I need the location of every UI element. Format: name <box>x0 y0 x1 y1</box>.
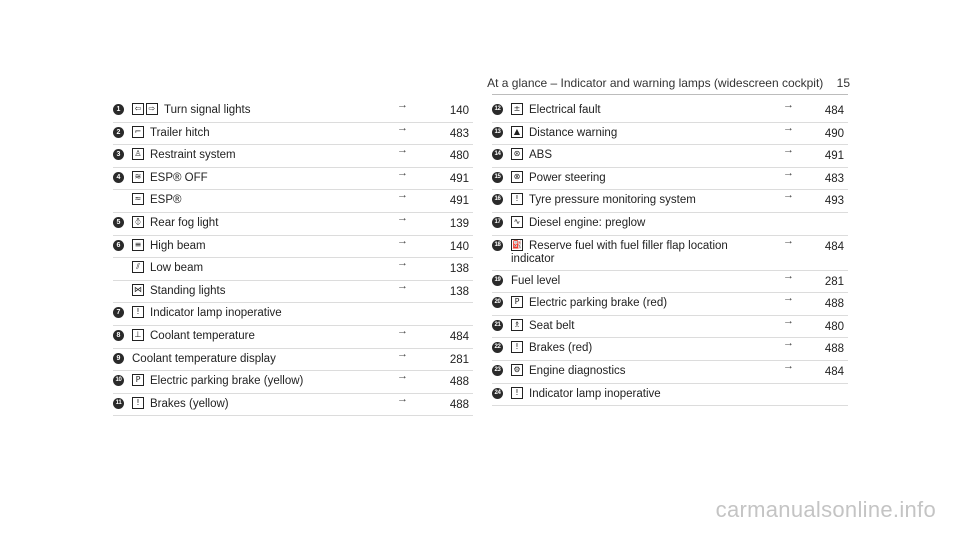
item-number-badge: 8 <box>113 330 124 341</box>
lamp-icons <box>132 103 158 115</box>
lamp-row <box>113 303 473 326</box>
page-reference[interactable]: 483 <box>449 127 469 140</box>
lamp-label-text: Restraint system <box>150 149 236 162</box>
lamp-icons <box>132 216 144 228</box>
lamp-label-text: Seat belt <box>529 319 575 332</box>
lamp-row <box>492 236 848 271</box>
lamp-row <box>492 361 848 384</box>
power-steering-icon: ⊗ <box>511 171 523 183</box>
lamp-row <box>113 394 473 417</box>
lamp-icons <box>511 171 523 183</box>
lamp-icons <box>132 261 144 273</box>
lamp-icons <box>132 306 144 318</box>
page-reference-arrow-icon: → <box>783 189 794 202</box>
item-number-badge: 1 <box>113 104 124 115</box>
page-reference[interactable]: 281 <box>449 353 469 366</box>
lamp-row <box>492 145 848 168</box>
brakes-icon: ! <box>511 341 523 353</box>
item-number-badge: 17 <box>492 217 503 228</box>
page-reference[interactable]: 140 <box>449 105 469 117</box>
lamp-label <box>529 217 645 230</box>
lamp-icons <box>132 126 144 138</box>
rear-fog-light-icon: ⦽ <box>132 216 144 228</box>
low-beam-icon: ⫽ <box>132 261 144 273</box>
page-reference-arrow-icon: → <box>783 121 794 134</box>
lamp-row <box>492 100 848 123</box>
lamp-row <box>492 168 848 191</box>
page-reference-arrow-icon: → <box>397 189 408 202</box>
lamp-row <box>113 123 473 146</box>
lamp-row <box>113 168 473 191</box>
item-number-badge: 23 <box>492 365 503 376</box>
lamp-label-text: Coolant temperature <box>150 329 255 342</box>
item-number-badge: 10 <box>113 375 124 386</box>
lamp-label <box>150 307 282 320</box>
lamp-row <box>113 281 473 304</box>
page-reference-arrow-icon: → <box>783 359 794 372</box>
item-number-badge: 5 <box>113 217 124 228</box>
lamp-icons <box>132 193 144 205</box>
header-divider <box>492 94 848 95</box>
lamp-icons <box>511 341 523 353</box>
page-number: 15 <box>836 76 850 90</box>
lamp-row <box>113 100 473 123</box>
page-header <box>487 76 850 90</box>
page-reference-arrow-icon: → <box>397 99 408 111</box>
item-number-badge: 22 <box>492 342 503 353</box>
lamp-label-text: Electrical fault <box>529 104 601 116</box>
page-reference[interactable]: 484 <box>824 365 844 378</box>
lamp-inoperative-icon: ! <box>132 306 144 318</box>
lamp-icons <box>132 239 144 251</box>
page-reference[interactable]: 480 <box>824 320 844 333</box>
turn-right-icon: ⇨ <box>146 103 158 115</box>
lamp-row <box>492 384 848 407</box>
lamp-label <box>150 398 229 411</box>
abs-icon: ⊛ <box>511 148 523 160</box>
lamp-label-text: Standing lights <box>150 284 226 297</box>
header-title: At a glance – Indicator and warning lamps (widescreen cockpit) <box>487 76 824 90</box>
page-reference-arrow-icon: → <box>783 166 794 179</box>
page-reference-arrow-icon: → <box>397 234 408 247</box>
lamp-label-text: Trailer hitch <box>150 126 210 139</box>
lamp-label <box>529 365 626 378</box>
esp-icon: ≈ <box>132 193 144 205</box>
item-number-badge: 2 <box>113 127 124 138</box>
lamp-row <box>113 145 473 168</box>
lamp-label-text: Brakes (yellow) <box>150 397 229 410</box>
page-reference[interactable]: 491 <box>449 172 469 185</box>
item-number-badge: 3 <box>113 149 124 160</box>
lamp-row <box>492 338 848 361</box>
lamp-label-text: Power steering <box>529 171 606 184</box>
page-reference-arrow-icon: → <box>397 257 408 270</box>
engine-diagnostics-icon: ⚙ <box>511 364 523 376</box>
lamp-label <box>150 262 203 275</box>
lamp-label <box>529 194 696 207</box>
lamp-label-text: Engine diagnostics <box>529 364 626 377</box>
lamp-icons <box>511 148 523 160</box>
page-reference-arrow-icon: → <box>783 269 794 282</box>
lamp-label-text: High beam <box>150 239 206 252</box>
item-number-badge: 11 <box>113 398 124 409</box>
item-number-badge: 15 <box>492 172 503 183</box>
lamp-icons <box>511 319 523 331</box>
page-reference[interactable]: 480 <box>449 150 469 163</box>
lamp-label <box>529 320 574 333</box>
lamp-label-text: Low beam <box>150 262 204 275</box>
page-reference-arrow-icon: → <box>397 144 408 157</box>
page-reference[interactable]: 140 <box>449 240 469 253</box>
lamp-inoperative-icon: ! <box>511 387 523 399</box>
lamp-icons <box>132 329 144 341</box>
lamp-label-text: ABS <box>529 149 553 162</box>
lamp-label-text: Brakes (red) <box>529 342 593 355</box>
item-number-badge: 19 <box>492 275 503 286</box>
page-reference[interactable]: 491 <box>824 150 844 163</box>
lamp-icons <box>511 126 523 138</box>
lamp-label-text: Reserve fuel with fuel filler flap location <box>529 239 728 252</box>
esp-off-icon: ≋ <box>132 171 144 183</box>
lamp-label <box>529 297 667 310</box>
lamp-label <box>150 149 236 162</box>
page-reference[interactable]: 488 <box>824 298 844 311</box>
lamp-label-text: Electric parking brake (yellow) <box>150 375 304 388</box>
page-reference[interactable]: 493 <box>824 195 844 208</box>
page-reference-arrow-icon: → <box>783 314 794 327</box>
item-number-badge: 4 <box>113 172 124 183</box>
parking-brake-icon: P <box>511 296 523 308</box>
item-number-badge: 6 <box>113 240 124 251</box>
page-reference-arrow-icon: → <box>783 292 794 305</box>
lamp-label <box>150 172 208 185</box>
page-reference[interactable]: 484 <box>449 330 469 343</box>
lamp-icons <box>132 148 144 160</box>
restraint-system-icon: ♙ <box>132 148 144 160</box>
page-reference[interactable]: 281 <box>824 275 844 288</box>
parking-brake-icon: P <box>132 374 144 386</box>
lamp-icons <box>132 171 144 183</box>
lamp-label <box>529 127 617 140</box>
diesel-preglow-icon: ∿ <box>511 216 523 228</box>
item-number-badge: 13 <box>492 127 503 138</box>
lamp-icons <box>511 387 523 399</box>
page-reference[interactable]: 488 <box>449 398 469 411</box>
lamp-label <box>529 172 606 185</box>
distance-warning-icon: ▲ <box>511 126 523 138</box>
page-reference-arrow-icon: → <box>783 144 794 157</box>
lamp-row <box>492 271 848 294</box>
page-reference[interactable]: 488 <box>449 376 469 389</box>
page-reference-arrow-icon: → <box>397 347 408 360</box>
lamp-icons <box>511 296 523 308</box>
lamp-row <box>113 236 473 259</box>
item-number-badge: 9 <box>113 353 124 364</box>
lamp-label <box>150 330 255 343</box>
watermark: carmanualsonline.info <box>715 497 936 522</box>
lamp-label-text: Electric parking brake (red) <box>529 297 668 310</box>
page-reference[interactable]: 138 <box>449 285 469 298</box>
item-number-badge: 14 <box>492 149 503 160</box>
lamp-row <box>113 371 473 394</box>
page-reference-arrow-icon: → <box>397 370 408 383</box>
page-reference-arrow-icon: → <box>397 166 408 179</box>
battery-icon: ± <box>511 103 523 115</box>
lamp-label <box>164 104 251 117</box>
item-number-badge: 20 <box>492 297 503 308</box>
lamp-label <box>150 285 225 298</box>
lamp-label-text: Coolant temperature display <box>132 352 276 365</box>
coolant-temperature-icon: ⊥ <box>132 329 144 341</box>
lamp-label <box>132 353 276 366</box>
lamp-label <box>529 342 592 355</box>
lamp-label-text: Turn signal lights <box>164 104 251 116</box>
lamp-icons <box>132 374 144 386</box>
seat-belt-icon: ♗ <box>511 319 523 331</box>
page-reference[interactable]: 139 <box>449 217 469 230</box>
item-number-badge: 16 <box>492 194 503 205</box>
left-lamp-list <box>113 100 473 416</box>
page-reference[interactable]: 488 <box>824 343 844 356</box>
lamp-label-text: Fuel level <box>511 274 561 287</box>
item-number-badge: 18 <box>492 240 503 251</box>
page-reference-arrow-icon: → <box>783 99 794 111</box>
lamp-label-text: ESP® OFF <box>150 171 208 184</box>
lamp-label-text: ESP® <box>150 194 182 207</box>
page-reference[interactable]: 484 <box>824 105 844 117</box>
brakes-icon: ! <box>132 397 144 409</box>
lamp-label-text: Indicator lamp inoperative <box>529 387 661 400</box>
lamp-label <box>529 388 661 401</box>
lamp-label <box>529 149 552 162</box>
standing-lights-icon: ⋈ <box>134 284 142 294</box>
lamp-label <box>529 104 601 117</box>
page-reference[interactable]: 138 <box>449 263 469 276</box>
lamp-label-text: Indicator lamp inoperative <box>150 307 282 320</box>
lamp-row <box>113 190 473 213</box>
high-beam-icon: ≡ <box>132 239 144 251</box>
page-reference[interactable]: 490 <box>824 127 844 140</box>
lamp-icons <box>511 364 523 376</box>
lamp-label <box>150 194 182 207</box>
lamp-row <box>492 213 848 236</box>
page-reference-arrow-icon: → <box>397 211 408 224</box>
lamp-label <box>150 217 218 230</box>
lamp-icons <box>511 216 523 228</box>
lamp-row <box>113 213 473 236</box>
lamp-icons <box>511 193 523 205</box>
lamp-row <box>113 258 473 281</box>
item-number-badge: 7 <box>113 307 124 318</box>
lamp-row <box>492 123 848 146</box>
page-reference[interactable]: 484 <box>824 240 844 253</box>
lamp-label <box>150 240 206 253</box>
lamp-label-text-continued: indicator <box>511 252 555 265</box>
lamp-icons <box>511 103 523 115</box>
lamp-icons <box>132 397 144 409</box>
lamp-label <box>511 240 728 266</box>
page-reference[interactable]: 491 <box>449 195 469 208</box>
page-reference[interactable]: 483 <box>824 172 844 185</box>
turn-left-icon: ⇦ <box>132 103 144 115</box>
item-number-badge: 12 <box>492 104 503 115</box>
page-reference-arrow-icon: → <box>397 121 408 134</box>
lamp-row <box>492 190 848 213</box>
lamp-label-text: Tyre pressure monitoring system <box>529 194 696 207</box>
lamp-label <box>150 127 210 140</box>
item-number-badge: 24 <box>492 388 503 399</box>
item-number-badge: 21 <box>492 320 503 331</box>
reserve-fuel-icon: ⛽ <box>512 239 522 249</box>
trailer-hitch-icon: ⌐ <box>132 126 144 138</box>
lamp-label-text: Distance warning <box>529 126 618 139</box>
lamp-label-text: Diesel engine: preglow <box>529 216 646 229</box>
page-reference-arrow-icon: → <box>397 324 408 337</box>
page-reference-arrow-icon: → <box>397 392 408 405</box>
lamp-row <box>113 326 473 349</box>
page-reference-arrow-icon: → <box>397 279 408 292</box>
page-reference-arrow-icon: → <box>783 234 794 247</box>
right-lamp-list <box>492 100 848 406</box>
lamp-row <box>492 316 848 339</box>
lamp-label <box>150 375 303 388</box>
lamp-icons <box>132 284 144 296</box>
lamp-row <box>492 293 848 316</box>
page-reference-arrow-icon: → <box>783 337 794 350</box>
lamp-row <box>113 349 473 372</box>
lamp-label-text: Rear fog light <box>150 216 219 229</box>
tyre-pressure-icon: ! <box>511 193 523 205</box>
lamp-label <box>511 275 560 288</box>
